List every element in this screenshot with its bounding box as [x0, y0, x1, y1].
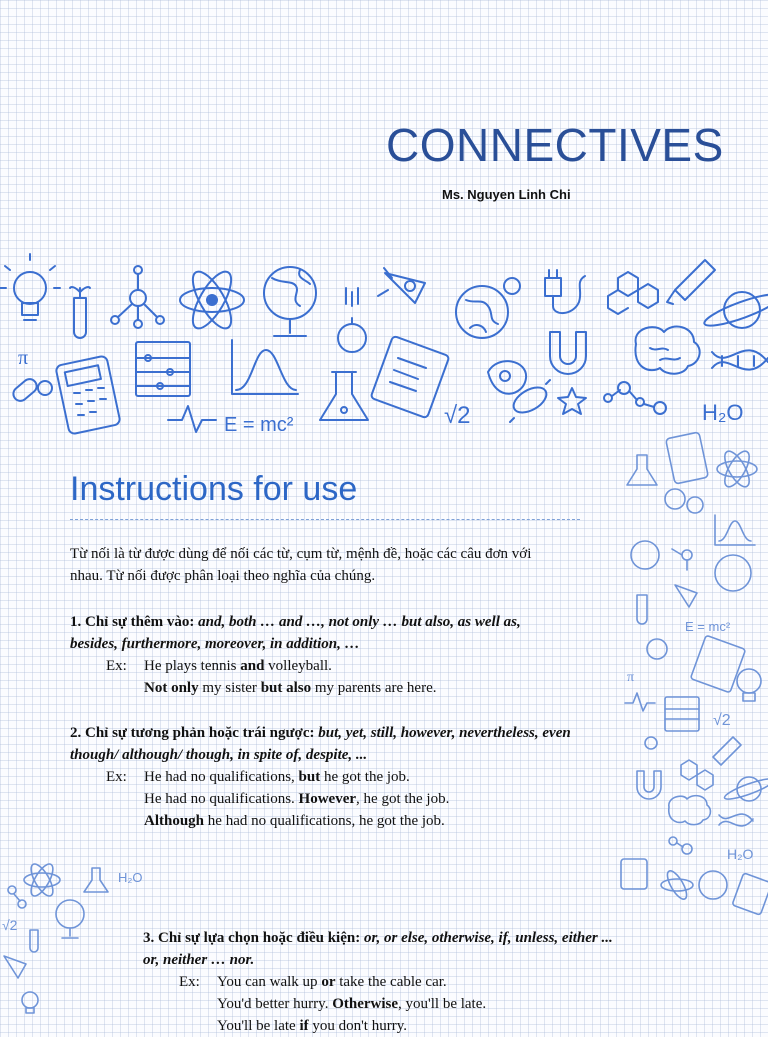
- saturn-icon: [702, 289, 768, 331]
- document-title: CONNECTIVES: [386, 119, 724, 171]
- earth-icon: [456, 278, 520, 338]
- flask-icon: [84, 868, 108, 892]
- rocket-icon: [378, 268, 425, 303]
- heading-divider: [70, 519, 580, 520]
- pill-icon: [11, 376, 52, 403]
- molecule-chain-icon: [604, 382, 666, 414]
- hexagon-molecule-icon: [608, 272, 658, 314]
- example-sentence: [106, 655, 570, 677]
- lightbulb-icon: [22, 992, 38, 1013]
- rocket-icon: [675, 585, 697, 607]
- bottom-left-doodles: [0, 860, 143, 1024]
- example-text: Not only my sister but also my parents are here.: [144, 680, 437, 696]
- dropper-icon: [667, 260, 715, 304]
- bacteria-icon: [509, 380, 550, 422]
- formula-label: E = mc²: [685, 619, 731, 634]
- rocket-icon: [4, 956, 26, 978]
- dna-icon: [719, 814, 753, 826]
- section-heading: Instructions for use: [70, 470, 358, 508]
- globe-icon: [264, 267, 316, 336]
- example-label: [106, 810, 144, 832]
- abacus-icon: [665, 697, 699, 731]
- pill-icon: [645, 737, 657, 749]
- cell-icon: [488, 361, 526, 394]
- example-label: [179, 1015, 217, 1037]
- example-label: [106, 788, 144, 810]
- example-label: Ex:: [179, 974, 200, 990]
- heartbeat-icon: [625, 693, 655, 711]
- example-sentence: [106, 766, 610, 788]
- group-heading: 3. Chỉ sự lựa chọn hoặc điều kiện: or, or else, otherwise, if, unless, either ... or, neither … nor.: [143, 930, 613, 968]
- book-icon: [732, 873, 768, 915]
- calculator-icon: [55, 355, 120, 434]
- globe-icon: [631, 541, 751, 591]
- abacus-icon: [136, 342, 190, 396]
- heartbeat-icon: [168, 406, 216, 432]
- globe-icon: [56, 900, 84, 938]
- connective-group-contrast: [70, 722, 610, 832]
- group-heading: 1. Chỉ sự thêm vào: and, both … and …, not only … but also, as well as, besides, furthermore, moreover, in addition, …: [70, 614, 521, 652]
- dropper-icon: [713, 737, 741, 765]
- water-formula-label: H₂O: [118, 870, 143, 885]
- side-doodles: [615, 445, 768, 915]
- flask-icon: [627, 455, 657, 485]
- connective-group-addition: [70, 611, 570, 699]
- sqrt-label: √2: [444, 402, 471, 429]
- example-text: You'd better hurry. Otherwise, you'll be late.: [217, 996, 487, 1012]
- example-text: He plays tennis and volleyball.: [144, 658, 332, 674]
- water-formula-label: H₂O: [727, 846, 754, 862]
- example-sentence: [179, 993, 623, 1015]
- example-sentence: [179, 1015, 623, 1037]
- group-heading: 2. Chỉ sự tương phản hoặc trái ngược: but, yet, still, however, nevertheless, even though/ although/ though, in spite of, despite, ...: [70, 725, 571, 763]
- science-doodles-banner: [0, 248, 768, 448]
- test-tube-icon: [637, 595, 647, 624]
- lightbulb-icon: [0, 254, 60, 320]
- sqrt-label: √2: [713, 712, 731, 729]
- lightbulb-icon: [737, 669, 761, 701]
- chart-icon: [715, 515, 755, 545]
- saturn-icon: [723, 775, 768, 802]
- brain-icon: [635, 327, 699, 374]
- example-label: Ex:: [106, 769, 127, 785]
- water-formula-label: H₂O: [702, 400, 744, 425]
- calculator-icon: [621, 859, 647, 889]
- intro-paragraph: Từ nối là từ được dùng để nối các từ, cụm từ, mệnh đề, hoặc các câu đơn với nhau. Từ nối được phân loại theo nghĩa của chúng.: [70, 546, 532, 584]
- molecule-icon: [8, 886, 26, 908]
- sqrt-label: √2: [2, 917, 18, 933]
- apple-icon: [338, 288, 366, 352]
- test-tube-icon: [30, 930, 38, 952]
- book-icon: [371, 336, 450, 419]
- examples: [106, 655, 570, 699]
- example-sentence: [106, 677, 570, 699]
- example-sentence: [179, 971, 623, 993]
- brain-icon: [669, 796, 711, 825]
- bell-curve-chart-icon: [232, 340, 298, 394]
- example-label: [179, 993, 217, 1015]
- apple-icon: [647, 639, 667, 659]
- globe-icon: [699, 871, 727, 899]
- magnet-icon: [550, 332, 586, 374]
- example-text: He had no qualifications. However, he got the job.: [144, 791, 450, 807]
- pi-symbol: π: [627, 670, 635, 685]
- molecule-icon: [672, 549, 692, 570]
- atom-icon: [180, 266, 244, 333]
- example-label: [106, 677, 144, 699]
- examples: [106, 766, 610, 832]
- molecule-icon: [111, 266, 164, 328]
- example-text: You can walk up or take the cable car.: [217, 974, 447, 990]
- atom-icon: [24, 861, 60, 899]
- example-label: Ex:: [106, 658, 127, 674]
- example-text: He had no qualifications, but he got the job.: [144, 769, 410, 785]
- atom-icon: [661, 868, 693, 902]
- connective-group-choice-condition: [143, 927, 623, 1037]
- example-text: You'll be late if you don't hurry.: [217, 1018, 407, 1034]
- pi-symbol: π: [18, 347, 29, 369]
- cell-icon: [665, 489, 703, 513]
- example-sentence: [106, 810, 610, 832]
- examples: [179, 971, 623, 1037]
- star-icon: [558, 388, 586, 414]
- test-tube-icon: [70, 287, 90, 338]
- plug-icon: [545, 270, 585, 313]
- formula-label: E = mc²: [224, 414, 294, 436]
- dna-icon: [712, 350, 768, 369]
- author-name: Ms. Nguyen Linh Chi: [442, 187, 571, 202]
- flask-icon: [320, 372, 368, 420]
- example-sentence: [106, 788, 610, 810]
- example-text: Although he had no qualifications, he got the job.: [144, 813, 445, 829]
- magnet-icon: [637, 771, 661, 799]
- hexagon-molecule-icon: [681, 760, 713, 790]
- molecule-chain-icon: [669, 837, 692, 854]
- atom-icon: [717, 448, 757, 491]
